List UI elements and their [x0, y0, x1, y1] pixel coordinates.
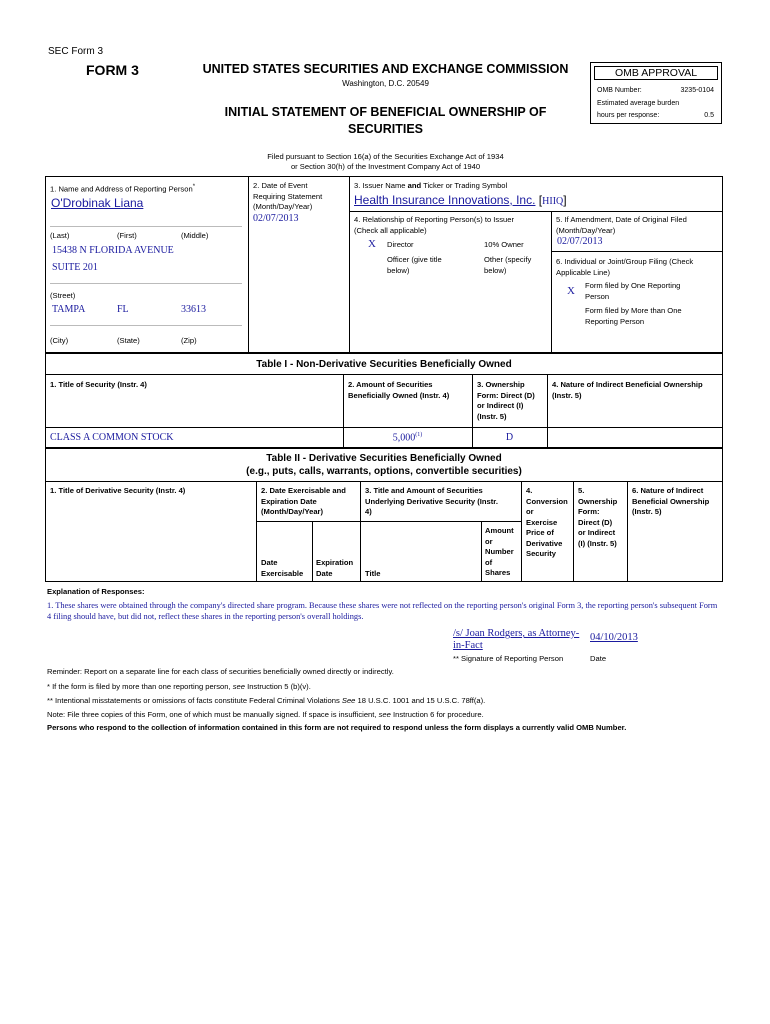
other-line2: below) [484, 265, 507, 275]
signature-date: 04/10/2013 [590, 632, 638, 643]
table2-col3-line3: 4) [365, 507, 372, 516]
table2-col2 [261, 486, 346, 518]
state-label: (State) [117, 336, 140, 345]
star-note [47, 682, 311, 693]
signature-label: ** Signature of Reporting Person [453, 654, 564, 663]
table2-col5-line3: Form: [578, 507, 600, 516]
table1-col4-line2: (Instr. 5) [552, 390, 582, 400]
box3-label-pre: 3. Issuer Name [354, 181, 408, 190]
table2-col6-line3: (Instr. 5) [632, 507, 662, 516]
omb-number-value: 3235-0104 [680, 87, 714, 94]
box4-label [354, 215, 514, 236]
city-value: TAMPA [52, 304, 86, 315]
form-number: FORM 3 [86, 62, 139, 78]
one-person-label [585, 281, 680, 302]
table2-col5-line6: (I) (Instr. 5) [578, 538, 617, 548]
table2-col6-line1: 6. Nature of Indirect [632, 486, 704, 495]
table1-col2-line1: 2. Amount of Securities [348, 380, 433, 389]
table2-sub-amount-line2: or [485, 536, 493, 546]
form-title-line1: INITIAL STATEMENT OF BENEFICIAL OWNERSHIP OF [224, 105, 547, 119]
box3-label-and: and [407, 181, 422, 190]
table1-col3-line2: Form: Direct (D) [477, 390, 535, 400]
omb-hours-label: hours per response: [597, 112, 660, 119]
reminder-text: Reminder: Report on a separate line for each class of securities beneficially owned directly or indirectly. [47, 667, 394, 676]
table1-row-security: CLASS A COMMON STOCK [50, 432, 174, 443]
table2-sub-amount-line4: of [485, 557, 493, 567]
table2-title-line2: (e.g., puts, calls, warrants, options, convertible securities) [246, 465, 522, 477]
ten-percent-label: 10% Owner [484, 240, 524, 249]
table2-sub-exp-line2: Date [316, 568, 333, 578]
one-person-line2: Person [585, 291, 610, 301]
state-value: FL [117, 304, 129, 315]
form-title-line2: SECURITIES [347, 122, 423, 136]
table2-col2-line1: 2. Date Exercisable and [261, 486, 346, 495]
ticker-open: [ [538, 193, 543, 207]
city-label: (City) [50, 336, 69, 345]
table1-col4-line1: 4. Nature of Indirect Beneficial Ownership [552, 380, 703, 389]
table2-sub-amount-line1: Amount [485, 526, 514, 535]
table1-row-form: D [505, 432, 514, 443]
star-note-see: see [232, 682, 245, 691]
table2-col4-line1: 4. [526, 486, 533, 495]
table1-footnote-ref: (1) [415, 432, 423, 438]
box2-line2: Requiring Statement [253, 191, 323, 201]
sec-form-label: SEC Form 3 [48, 46, 104, 57]
file-note-pre: Note: File three copies of this Form, one of which must be manually signed. If space is insufficient, [47, 710, 379, 719]
officer-label [387, 255, 442, 276]
table2-sub-date-exercisable [261, 558, 303, 579]
table2-sub-title: Title [365, 569, 381, 578]
omb-burden-label: Estimated average burden [597, 100, 680, 107]
table2-title-line1: Table II - Derivative Securities Beneficially Owned [266, 453, 502, 464]
file-note [47, 710, 484, 721]
filed-pursuant [178, 152, 593, 172]
table2-col4-line2: Conversion [526, 496, 568, 506]
table1-col1: 1. Title of Security (Instr. 4) [50, 380, 147, 389]
table2-col5-line5: or Indirect [578, 528, 616, 537]
star-note-post: Instruction 5 (b)(v). [244, 682, 311, 691]
street-line2: SUITE 201 [52, 262, 98, 273]
intentional-note [47, 696, 485, 707]
signature-line1: /s/ Joan Rodgers, as Attorney- [453, 628, 580, 639]
director-check: X [368, 238, 376, 250]
star-note-pre: * If the form is filed by more than one reporting person, [47, 682, 233, 691]
box2-line3: (Month/Day/Year) [253, 202, 313, 211]
table1-col3-line1: 3. Ownership [477, 380, 525, 389]
signature-date-label: Date [590, 654, 607, 663]
more-person-line2: Reporting Person [585, 316, 645, 326]
one-person-line1: Form filed by One Reporting [585, 281, 681, 290]
table1-col3-line4: (Instr. 5) [477, 411, 507, 421]
intentional-pre: ** Intentional misstatements or omissions of facts constitute Federal Criminal Violations [47, 696, 342, 705]
box2-label [253, 181, 322, 213]
table2-col2-line3: (Month/Day/Year) [261, 507, 324, 516]
table2-col3 [365, 486, 498, 518]
signature-line2: in-Fact [453, 640, 483, 651]
zip-value: 33613 [181, 304, 206, 315]
box5-line1: 5. If Amendment, Date of Original Filed [556, 215, 687, 224]
table1-title: Table I - Non-Derivative Securities Beneficially Owned [256, 359, 512, 370]
table1-amount-value: 5,000 [392, 432, 416, 444]
table2-sub-amount-line3: Number [485, 547, 514, 556]
more-person-line1: Form filed by More than One [585, 306, 682, 315]
box5-line2: (Month/Day/Year) [556, 225, 616, 235]
file-note-see: see [378, 710, 391, 719]
table2-col6-line2: Beneficial Ownership [632, 496, 710, 506]
table1-row-amount [343, 432, 472, 443]
commission-location: Washington, D.C. 20549 [342, 79, 429, 88]
table2-col3-line2: Underlying Derivative Security (Instr. [365, 496, 498, 506]
box4-line2: (Check all applicable) [354, 225, 427, 235]
table1-col3 [477, 380, 535, 422]
table2-col2-line2: Expiration Date [261, 496, 317, 506]
first-label: (First) [117, 231, 137, 240]
intentional-post: 18 U.S.C. 1001 and 15 U.S.C. 78ff(a). [355, 696, 486, 705]
table2-sub-amount [485, 526, 514, 579]
filed-line1: Filed pursuant to Section 16(a) of the Securities Exchange Act of 1934 [267, 152, 504, 161]
box1-star: * [192, 184, 196, 190]
box1-label-text: 1. Name and Address of Reporting Person [50, 184, 193, 194]
table2-col5-line1: 5. [578, 486, 585, 495]
ticker-symbol: HIIQ [542, 196, 564, 207]
box6-label [556, 257, 693, 278]
omb-number-label: OMB Number: [597, 87, 642, 94]
zip-label: (Zip) [181, 336, 197, 345]
table2-sub-date-line2: Exercisable [261, 568, 304, 578]
file-note-post: Instruction 6 for procedure. [390, 710, 484, 719]
table1-col3-line3: or Indirect (I) [477, 401, 524, 410]
box4-line1: 4. Relationship of Reporting Person(s) to Issuer [354, 215, 514, 224]
table2-sub-exp-line1: Expiration [316, 558, 354, 567]
box2-line1: 2. Date of Event [253, 181, 308, 190]
last-label: (Last) [50, 231, 70, 240]
explanation-title: Explanation of Responses: [47, 587, 145, 596]
signature-value[interactable] [453, 628, 579, 652]
form-title [178, 104, 593, 138]
one-person-check: X [567, 285, 575, 297]
table2-col4-line6: Derivative [526, 538, 563, 548]
box1-label [50, 182, 195, 195]
more-person-label [585, 306, 682, 327]
table2-sub-date-line1: Date [261, 558, 278, 567]
issuer-line [354, 193, 567, 207]
table1-col2 [348, 380, 449, 401]
explanation-note1: 1. These shares were obtained through the company's directed share program. Because these shares were not reflected on the reporting person's original Form 3, the reporting person's subsequent Form 4 filing should have, but did not, reflect these shares in the reporting person's overall holdings. [47, 601, 718, 621]
omb-persons-note: Persons who respond to the collection of information contained in this form are not required to respond unless the form displays a currently valid OMB Number. [47, 723, 627, 732]
reporting-person-name[interactable]: O'Drobinak Liana [51, 196, 144, 210]
table2-col5 [578, 486, 617, 549]
table2-sub-amount-line5: Shares [485, 568, 511, 577]
table2-sub-expiration [316, 558, 353, 579]
box3-label [354, 181, 507, 192]
table2-title [45, 453, 723, 478]
table2-col6 [632, 486, 709, 518]
table2-col5-line4: Direct (D) [578, 517, 613, 527]
table2-col4-line3: or [526, 507, 534, 516]
other-line1: Other (specify [484, 255, 532, 264]
table1-col4 [552, 380, 703, 401]
other-label [484, 255, 531, 276]
omb-hours-value: 0.5 [704, 112, 714, 119]
officer-line2: below) [387, 265, 410, 275]
director-label: Director [387, 240, 414, 249]
street-line1: 15438 N FLORIDA AVENUE [52, 245, 174, 256]
table2-col4-line4: Exercise [526, 517, 558, 527]
box6-line2: Applicable Line) [556, 267, 611, 277]
table1-col2-line2: Beneficially Owned (Instr. 4) [348, 390, 450, 400]
table2-col3-line1: 3. Title and Amount of Securities [365, 486, 483, 495]
box3-label-post: Ticker or Trading Symbol [421, 181, 508, 190]
middle-label: (Middle) [181, 231, 209, 240]
commission-title: UNITED STATES SECURITIES AND EXCHANGE COMMISSION [202, 62, 569, 76]
box6-line1: 6. Individual or Joint/Group Filing (Check [556, 257, 694, 266]
event-date: 02/07/2013 [253, 213, 299, 224]
omb-approval-box [590, 62, 722, 124]
street-label: (Street) [50, 291, 76, 300]
table2-col4 [526, 486, 568, 560]
table2-col1: 1. Title of Derivative Security (Instr. 4) [50, 486, 186, 495]
filed-line2: or Section 30(h) of the Investment Company Act of 1940 [290, 162, 481, 171]
table2-col5-line2: Ownership [578, 496, 618, 506]
omb-title: OMB APPROVAL [594, 66, 718, 80]
ticker-close: ] [563, 193, 567, 207]
table2-col4-line7: Security [526, 549, 556, 558]
issuer-name[interactable]: Health Insurance Innovations, Inc. [354, 193, 536, 207]
box5-label [556, 215, 687, 236]
amendment-date: 02/07/2013 [557, 236, 603, 247]
table2-col4-line5: Price of [526, 528, 554, 537]
intentional-see: See [341, 696, 356, 705]
officer-line1: Officer (give title [387, 255, 442, 264]
